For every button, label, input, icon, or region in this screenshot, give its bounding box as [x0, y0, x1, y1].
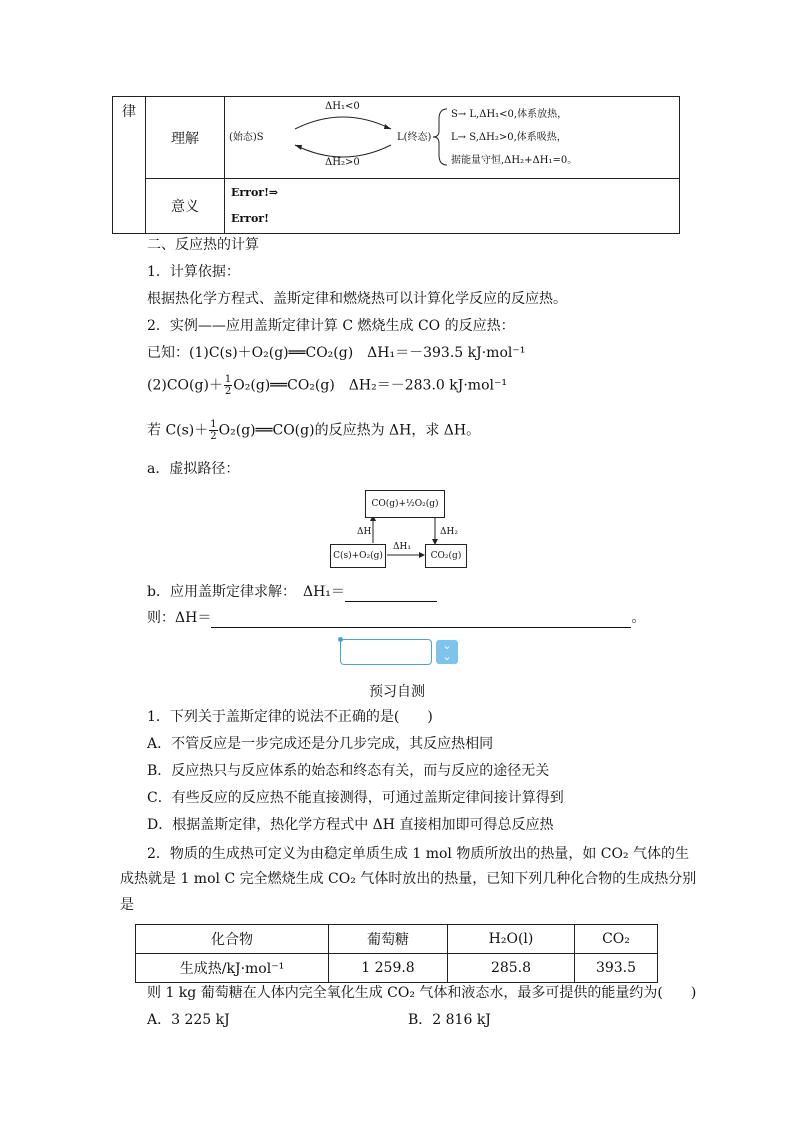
table-cell: 1 259.8	[329, 954, 448, 983]
known-2-pre: (2)CO(g)＋	[147, 377, 223, 394]
banner-dot	[338, 637, 343, 642]
table-header-row	[136, 925, 658, 954]
initial-state: (始态)S	[229, 132, 264, 143]
table-cell: 生成热/kJ·mol⁻¹	[136, 954, 329, 983]
diagram-line-2: L→ S,ΔH₂>0,体系吸热，	[451, 132, 567, 143]
step-a: a．虚拟路径：	[147, 461, 240, 477]
path-left-box: C(s)+O₂(g)	[330, 544, 386, 568]
question-post: O₂(g)══CO(g)的反应热为 ΔH，求 ΔH。	[218, 422, 481, 439]
q1-option-d: D．根据盖斯定律，热化学方程式中 ΔH 直接相加即可得总反应热	[147, 817, 554, 833]
path-left-arrow: ΔH	[357, 527, 372, 537]
meaning-cell	[225, 179, 680, 234]
fraction	[224, 374, 232, 397]
understand-label: 理解	[146, 97, 225, 179]
then-text: 则：ΔH＝	[147, 610, 212, 626]
table-cell: 285.8	[448, 954, 575, 983]
item-2: 2．实例——应用盖斯定律计算 C 燃烧生成 CO 的反应热：	[147, 318, 515, 334]
backward-arrow	[295, 145, 391, 157]
step-b-text: b．应用盖斯定律求解： ΔH₁＝	[147, 584, 345, 600]
q2-option-b: B．2 816 kJ	[408, 1012, 491, 1028]
q2-option-a: A．3 225 kJ	[147, 1012, 230, 1028]
top-arrow-label: ΔH₁<0	[325, 101, 360, 112]
law-side-label: 律	[113, 97, 146, 234]
question-2-line-1: 2．物质的生成热可定义为由稳定单质生成 1 mol 物质所放出的热量，如 CO₂ 气体的生	[147, 846, 690, 862]
meaning-label: 意义	[146, 179, 225, 234]
table-cell: 393.5	[575, 954, 658, 983]
question-2-line-3: 是	[120, 897, 134, 913]
path-bottom-arrow: ΔH₁	[393, 542, 411, 552]
then-line	[147, 609, 645, 628]
law-table	[112, 96, 680, 234]
table-row	[136, 954, 658, 983]
question	[147, 419, 480, 442]
question-2-stem: 则 1 kg 葡萄糖在人体内完全氧化生成 CO₂ 气体和液态水，最多可提供的能量约为( )	[147, 985, 697, 1001]
step-b	[147, 583, 437, 602]
answer-blank-2[interactable]	[211, 609, 631, 628]
fraction-den: 2	[224, 386, 232, 397]
answer-blank-1[interactable]	[345, 583, 437, 602]
preview-title: 预习自测	[369, 684, 425, 700]
bottom-arrow-label: ΔH₂>0	[325, 157, 360, 168]
known-1: 已知：(1)C(s)＋O₂(g)══CO₂(g) ΔH₁＝－393.5 kJ·mol⁻¹	[147, 345, 526, 361]
cycle-diagram	[225, 97, 665, 177]
diagram-line-1: S→ L,ΔH₁<0,体系放热，	[451, 109, 568, 120]
diagram-line-3: 据能量守恒,ΔH₂+ΔH₁=0。	[451, 155, 578, 166]
path-top-box: CO(g)+½O₂(g)	[365, 490, 445, 518]
fraction-num: 1	[224, 374, 232, 385]
understand-diagram-cell	[225, 97, 680, 179]
q1-option-c: C．有些反应的反应热不能直接测得，可通过盖斯定律间接计算得到	[147, 790, 564, 806]
path-right-box: CO₂(g)	[425, 544, 467, 568]
brace	[433, 109, 447, 165]
path-right-arrow: ΔH₂	[440, 527, 458, 537]
table-header-cell: CO₂	[575, 925, 658, 954]
error-1: Error!⇒	[231, 186, 279, 199]
question-1: 1．下列关于盖斯定律的说法不正确的是( )	[147, 709, 433, 725]
heat-of-formation-table	[135, 924, 658, 983]
section-title: 二、反应热的计算	[147, 237, 259, 253]
final-state: L(终态)	[397, 132, 432, 143]
fraction-num: 1	[210, 419, 217, 430]
forward-arrow	[295, 117, 391, 129]
q1-option-b: B．反应热只与反应体系的始态和终态有关，而与反应的途径无关	[147, 763, 550, 779]
fraction	[209, 419, 217, 442]
double-chevron-icon: ⌄ ⌄	[436, 640, 458, 664]
item-1-text: 根据热化学方程式、盖斯定律和燃烧热可以计算化学反应的反应热。	[147, 291, 567, 307]
error-2: Error!	[231, 212, 269, 225]
section-banner	[340, 639, 432, 665]
question-2-line-2: 成热就是 1 mol C 完全燃烧生成 CO₂ 气体时放出的热量，已知下列几种化合物的生成热分别	[120, 871, 697, 887]
q1-option-a: A．不管反应是一步完成还是分几步完成，其反应热相同	[147, 736, 494, 752]
then-period: 。	[631, 610, 646, 626]
known-2	[147, 374, 507, 397]
table-header-cell: H₂O(l)	[448, 925, 575, 954]
question-pre: 若 C(s)＋	[147, 422, 209, 439]
fraction-den: 2	[210, 431, 217, 442]
item-1: 1．计算依据：	[147, 264, 240, 280]
table-header-cell: 化合物	[136, 925, 329, 954]
known-2-post: O₂(g)══CO₂(g) ΔH₂＝－283.0 kJ·mol⁻¹	[233, 377, 507, 394]
table-header-cell: 葡萄糖	[329, 925, 448, 954]
